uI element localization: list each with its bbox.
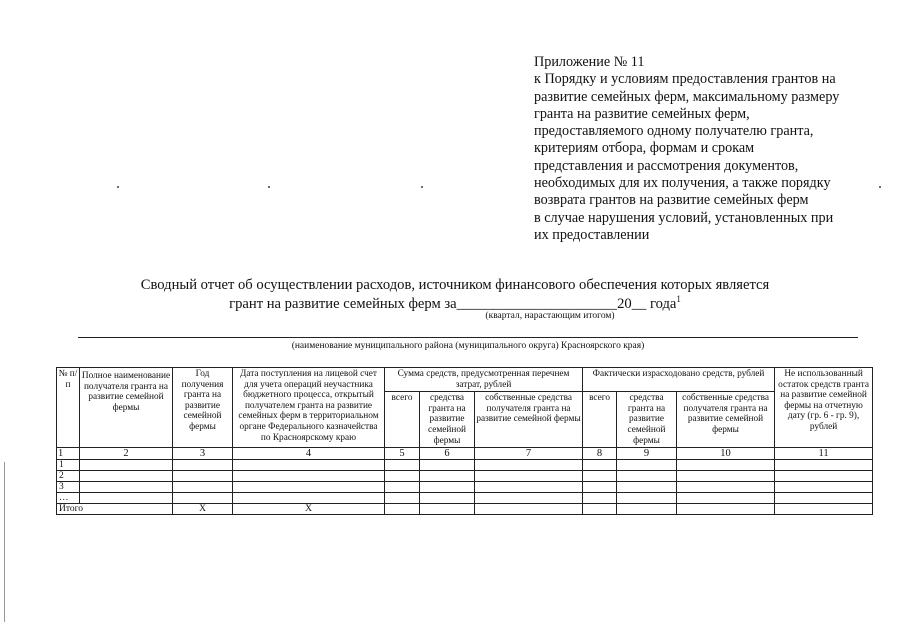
header-remainder: Не использованный остаток средств гранта на развитие семейной фермы на отчетную дату (гр. 6 - гр. 9), рублей: [775, 368, 873, 448]
table-row: [57, 471, 873, 482]
table-cell: [677, 504, 775, 515]
table-row: [57, 460, 873, 471]
table-cell: [420, 460, 475, 471]
header-num: № п/п: [57, 368, 80, 448]
table-cell: [617, 482, 677, 493]
header-name: Полное наименование получателя гранта на развитие семейной фермы: [80, 368, 173, 448]
column-number: 3: [173, 448, 233, 460]
table-cell: [583, 471, 617, 482]
table-cell: [583, 504, 617, 515]
table-cell: [420, 504, 475, 515]
header-spent-total: всего: [583, 392, 617, 448]
column-number: 2: [80, 448, 173, 460]
table-cell: [233, 471, 385, 482]
row-number: 2: [57, 471, 80, 482]
table-cell: [385, 493, 420, 504]
period-note: (квартал, нарастающим итогом): [485, 311, 615, 321]
table-cell: [775, 482, 873, 493]
table-cell: [617, 471, 677, 482]
column-number: 8: [583, 448, 617, 460]
table-cell: [385, 460, 420, 471]
appendix-line: в случае нарушения условий, установленных при: [534, 209, 834, 226]
table-cell: [583, 493, 617, 504]
header-planned-grant: средства гранта на развитие семейной фермы: [420, 392, 475, 448]
table-cell: [677, 493, 775, 504]
table-cell: [173, 460, 233, 471]
table-cell: [80, 471, 173, 482]
scan-speck: [268, 186, 270, 188]
table-cell: [775, 493, 873, 504]
report-title-line2: грант на развитие семейных ферм за______________________20__ года$^1$: [229, 294, 681, 312]
header-spent-own: собственные средства получателя гранта на развитие семейной фермы: [677, 392, 775, 448]
table-cell: [233, 482, 385, 493]
table-cell: [233, 460, 385, 471]
table-cell: [677, 471, 775, 482]
table-cell: [583, 460, 617, 471]
table-cell: [385, 482, 420, 493]
appendix-line: предоставляемого одному получателю гранта,: [534, 123, 814, 140]
table-cell: [385, 504, 420, 515]
scan-edge-line: [4, 462, 5, 622]
scan-speck: [421, 186, 423, 188]
table-cell: [173, 493, 233, 504]
appendix-line: представления и рассмотрения документов,: [534, 157, 799, 174]
region-note: (наименование муниципального района (муниципального округа) Красноярского края): [291, 341, 645, 351]
table-cell: [475, 504, 583, 515]
header-date: Дата поступления на лицевой счет для учета операций неучастника бюджетного процесса, открытый получателем гранта на развитие семейных ферм в территориальном органе Федерального казначейства по Красноярскому краю: [233, 368, 385, 448]
column-number: 6: [420, 448, 475, 460]
table-cell: [583, 482, 617, 493]
column-number: 10: [677, 448, 775, 460]
table-row: [57, 493, 873, 504]
appendix-line: развитие семейных ферм, максимальному размеру: [534, 88, 840, 105]
header-spent-group: Фактически израсходовано средств, рублей: [583, 368, 775, 392]
column-number: 1: [57, 448, 80, 460]
table-cell: [617, 504, 677, 515]
header-year: Год получения гранта на развитие семейной фермы: [173, 368, 233, 448]
total-date-mark: X: [233, 504, 385, 515]
appendix-line: к Порядку и условиям предоставления грантов на: [534, 71, 836, 88]
total-label: Итого: [57, 504, 173, 515]
appendix-line: критериям отбора, формам и срокам: [534, 140, 755, 157]
table-cell: [677, 482, 775, 493]
table-cell: [173, 482, 233, 493]
table-cell: [80, 493, 173, 504]
table-cell: [173, 471, 233, 482]
table-cell: [475, 471, 583, 482]
appendix-title: Приложение № 11: [534, 54, 645, 70]
table-cell: [775, 460, 873, 471]
report-title-line1: Сводный отчет об осуществлении расходов, источником финансового обеспечения которых является: [140, 277, 770, 293]
header-spent-grant: средства гранта на развитие семейной фермы: [617, 392, 677, 448]
table-cell: [475, 460, 583, 471]
scan-speck: [879, 186, 881, 188]
table-cell: [475, 482, 583, 493]
table-cell: [617, 460, 677, 471]
column-number: 7: [475, 448, 583, 460]
scan-speck: [117, 186, 119, 188]
column-number: 11: [775, 448, 873, 460]
table-cell: [233, 493, 385, 504]
row-number: 3: [57, 482, 80, 493]
region-underline: [78, 337, 858, 338]
total-row: [57, 504, 873, 515]
appendix-header: [534, 54, 884, 244]
appendix-line: возврата грантов на развитие семейных ферм: [534, 192, 809, 209]
table-cell: [420, 482, 475, 493]
table-cell: [617, 493, 677, 504]
row-number: 1: [57, 460, 80, 471]
table-cell: [420, 493, 475, 504]
table-cell: [475, 493, 583, 504]
appendix-line: необходимых для их получения, а также порядку: [534, 175, 831, 192]
table-cell: [775, 471, 873, 482]
table-cell: [80, 460, 173, 471]
column-number: 4: [233, 448, 385, 460]
table-cell: [80, 482, 173, 493]
footnote-mark: 1: [676, 294, 681, 304]
column-number: 9: [617, 448, 677, 460]
column-number-row: [57, 448, 873, 460]
header-planned-own: собственные средства получателя гранта на развитие семейной фермы: [475, 392, 583, 448]
table-cell: [385, 471, 420, 482]
appendix-line: их предоставлении: [534, 226, 650, 243]
table-row: [57, 482, 873, 493]
header-planned-total: всего: [385, 392, 420, 448]
appendix-line: гранта на развитие семейных ферм,: [534, 105, 750, 122]
column-number: 5: [385, 448, 420, 460]
row-number: …: [57, 493, 80, 504]
table-cell: [775, 504, 873, 515]
total-year-mark: X: [173, 504, 233, 515]
report-table: [56, 367, 873, 515]
table-cell: [677, 460, 775, 471]
header-planned-group: Сумма средств, предусмотренная перечнем затрат, рублей: [385, 368, 583, 392]
table-cell: [420, 471, 475, 482]
header-row: [57, 368, 873, 392]
